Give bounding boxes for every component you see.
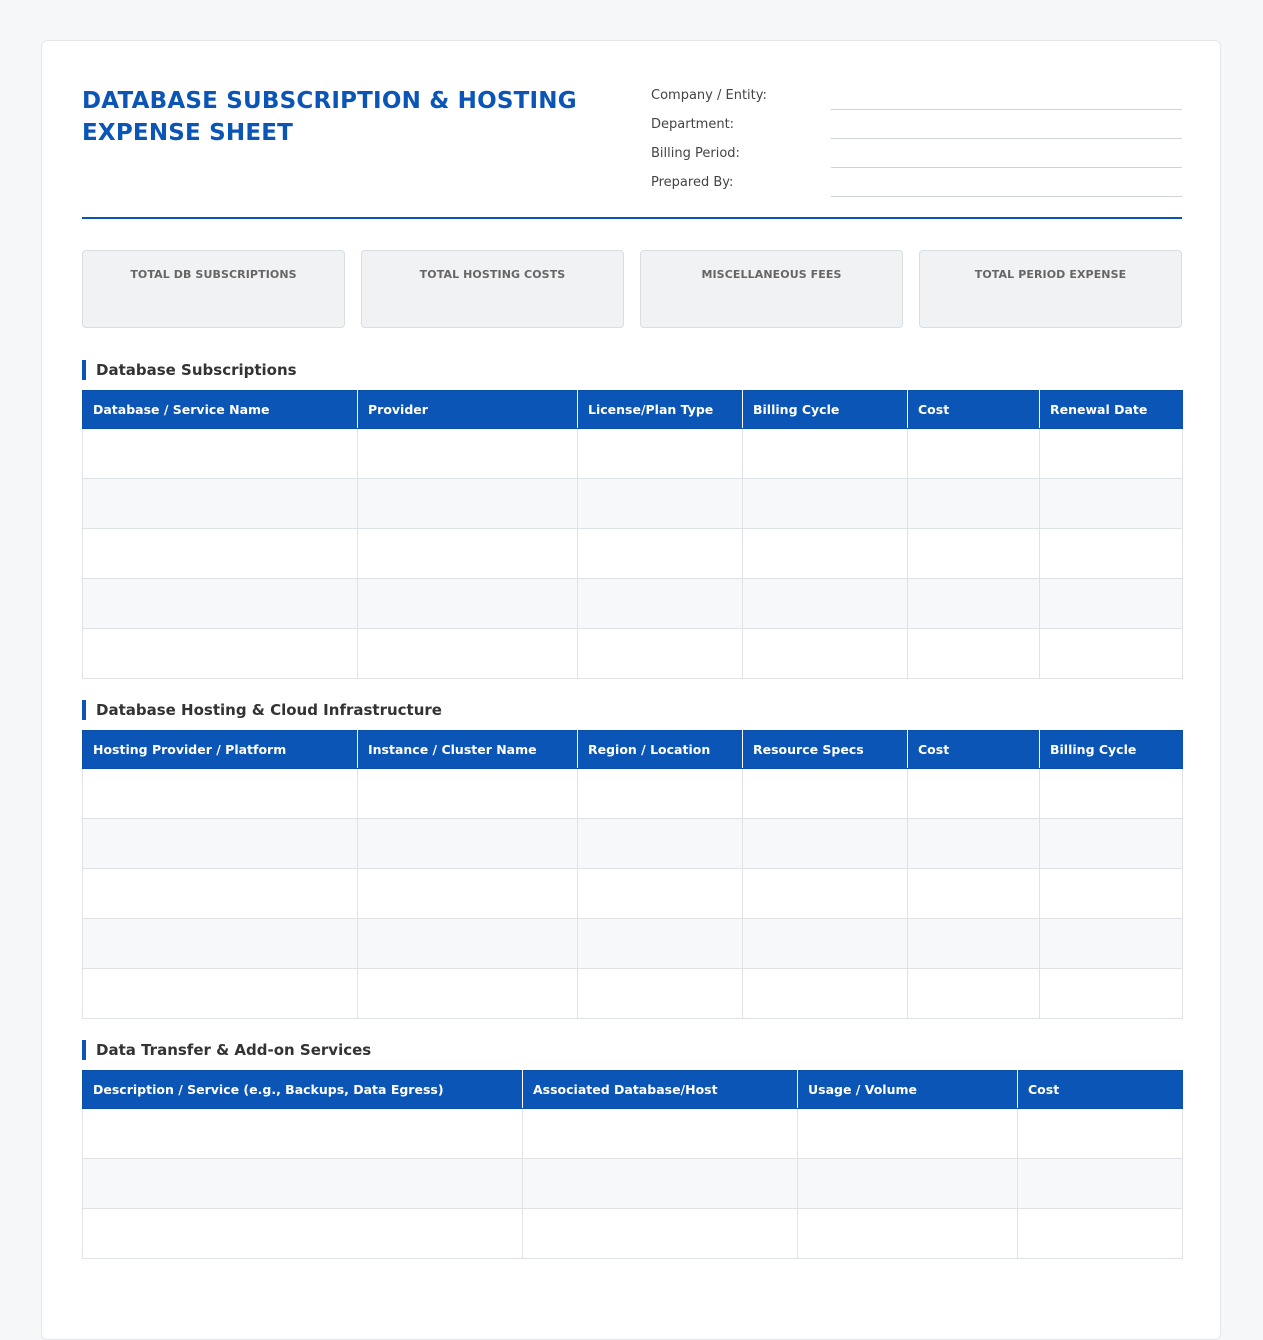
table-header-row xyxy=(83,391,1183,429)
table-row xyxy=(83,969,1183,1019)
table-cell[interactable] xyxy=(1018,1209,1183,1259)
table-cell[interactable] xyxy=(578,819,743,869)
table-row xyxy=(83,1109,1183,1159)
column-header: Cost xyxy=(908,731,1040,769)
table-cell[interactable] xyxy=(1040,819,1183,869)
table-header-row xyxy=(83,1071,1183,1109)
meta-label: Company / Entity: xyxy=(651,88,767,103)
table-cell[interactable] xyxy=(1040,529,1183,579)
sheet-title: DATABASE SUBSCRIPTION & HOSTING EXPENSE SHEET xyxy=(82,88,577,146)
table-cell[interactable] xyxy=(358,579,578,629)
table-cell[interactable] xyxy=(1040,919,1183,969)
table-row xyxy=(83,479,1183,529)
table-cell[interactable] xyxy=(83,429,358,479)
summary-miscellaneous-fees[interactable] xyxy=(640,250,903,328)
table-row xyxy=(83,579,1183,629)
table-header-row xyxy=(83,731,1183,769)
column-header: Instance / Cluster Name xyxy=(358,731,578,769)
table-cell[interactable] xyxy=(743,919,908,969)
meta-row-department xyxy=(651,114,1182,143)
table-cell[interactable] xyxy=(1040,869,1183,919)
table-cell[interactable] xyxy=(908,529,1040,579)
table-cell[interactable] xyxy=(1040,579,1183,629)
table-row xyxy=(83,429,1183,479)
table-cell[interactable] xyxy=(358,969,578,1019)
table-cell[interactable] xyxy=(743,529,908,579)
table-cell[interactable] xyxy=(578,529,743,579)
table-row xyxy=(83,529,1183,579)
table-cell[interactable] xyxy=(908,969,1040,1019)
column-header: Cost xyxy=(908,391,1040,429)
section-title-hosting: Database Hosting & Cloud Infrastructure xyxy=(82,700,442,720)
table-row xyxy=(83,919,1183,969)
table-cell[interactable] xyxy=(1018,1159,1183,1209)
table-cell[interactable] xyxy=(358,919,578,969)
table-cell[interactable] xyxy=(908,769,1040,819)
table-cell[interactable] xyxy=(358,429,578,479)
table-cell[interactable] xyxy=(798,1209,1018,1259)
column-header: Associated Database/Host xyxy=(523,1071,798,1109)
table-cell[interactable] xyxy=(83,1109,523,1159)
table-row xyxy=(83,769,1183,819)
column-header: Region / Location xyxy=(578,731,743,769)
table-cell[interactable] xyxy=(83,819,358,869)
meta-label: Prepared By: xyxy=(651,175,734,190)
table-cell[interactable] xyxy=(743,969,908,1019)
meta-row-company xyxy=(651,85,1182,114)
table-cell[interactable] xyxy=(743,579,908,629)
table-row xyxy=(83,1159,1183,1209)
table-cell[interactable] xyxy=(908,919,1040,969)
column-header: Billing Cycle xyxy=(743,391,908,429)
table-cell[interactable] xyxy=(1040,429,1183,479)
table-row xyxy=(83,819,1183,869)
summary-label: TOTAL DB SUBSCRIPTIONS xyxy=(130,268,297,281)
table-cell[interactable] xyxy=(83,529,358,579)
column-header: Description / Service (e.g., Backups, Data Egress) xyxy=(83,1071,523,1109)
meta-label: Billing Period: xyxy=(651,146,740,161)
table-cell[interactable] xyxy=(83,1209,523,1259)
column-header: Billing Cycle xyxy=(1040,731,1183,769)
table-cell[interactable] xyxy=(1040,769,1183,819)
table-cell[interactable] xyxy=(523,1159,798,1209)
table-cell[interactable] xyxy=(908,479,1040,529)
table-cell[interactable] xyxy=(358,819,578,869)
meta-label: Department: xyxy=(651,117,735,132)
data-transfer-table xyxy=(82,1070,1183,1259)
table-cell[interactable] xyxy=(908,869,1040,919)
meta-row-billing-period xyxy=(651,143,1182,172)
table-cell[interactable] xyxy=(578,429,743,479)
section-title-data-transfer: Data Transfer & Add-on Services xyxy=(82,1040,371,1060)
column-header: Usage / Volume xyxy=(798,1071,1018,1109)
summary-boxes xyxy=(82,250,1182,329)
column-header: Resource Specs xyxy=(743,731,908,769)
table-cell[interactable] xyxy=(83,629,358,679)
table-cell[interactable] xyxy=(743,769,908,819)
table-cell[interactable] xyxy=(578,869,743,919)
table-cell[interactable] xyxy=(578,579,743,629)
department-field[interactable] xyxy=(831,138,1182,139)
table-cell[interactable] xyxy=(358,869,578,919)
table-cell[interactable] xyxy=(83,579,358,629)
table-cell[interactable] xyxy=(798,1159,1018,1209)
summary-label: MISCELLANEOUS FEES xyxy=(701,268,842,281)
table-cell[interactable] xyxy=(523,1209,798,1259)
table-cell[interactable] xyxy=(83,1159,523,1209)
table-cell[interactable] xyxy=(83,919,358,969)
table-row xyxy=(83,1209,1183,1259)
table-cell[interactable] xyxy=(83,869,358,919)
table-cell[interactable] xyxy=(908,429,1040,479)
column-header: Database / Service Name xyxy=(83,391,358,429)
table-cell[interactable] xyxy=(578,479,743,529)
summary-label: TOTAL PERIOD EXPENSE xyxy=(974,268,1127,281)
table-cell[interactable] xyxy=(743,869,908,919)
table-cell[interactable] xyxy=(578,629,743,679)
table-cell[interactable] xyxy=(908,629,1040,679)
table-cell[interactable] xyxy=(578,769,743,819)
section-title-subscriptions: Database Subscriptions xyxy=(82,360,297,380)
expense-sheet xyxy=(41,40,1221,1340)
table-cell[interactable] xyxy=(358,529,578,579)
summary-total-db-subscriptions[interactable] xyxy=(82,250,345,328)
table-cell[interactable] xyxy=(908,579,1040,629)
table-cell[interactable] xyxy=(578,969,743,1019)
summary-total-hosting-costs[interactable] xyxy=(361,250,624,328)
hosting-table xyxy=(82,730,1183,1019)
column-header: Cost xyxy=(1018,1071,1183,1109)
table-cell[interactable] xyxy=(743,629,908,679)
table-cell[interactable] xyxy=(83,769,358,819)
table-cell[interactable] xyxy=(743,819,908,869)
table-cell[interactable] xyxy=(1018,1109,1183,1159)
billing-period-field[interactable] xyxy=(831,167,1182,168)
sheet-header xyxy=(82,85,1182,219)
table-row xyxy=(83,629,1183,679)
summary-total-period-expense[interactable] xyxy=(919,250,1182,328)
column-header: Provider xyxy=(358,391,578,429)
table-cell[interactable] xyxy=(798,1109,1018,1159)
table-row xyxy=(83,869,1183,919)
header-divider xyxy=(82,217,1182,219)
table-cell[interactable] xyxy=(358,479,578,529)
column-header: Hosting Provider / Platform xyxy=(83,731,358,769)
prepared-by-field[interactable] xyxy=(831,196,1182,197)
column-header: Renewal Date xyxy=(1040,391,1183,429)
summary-label: TOTAL HOSTING COSTS xyxy=(419,268,566,281)
table-cell[interactable] xyxy=(523,1109,798,1159)
table-cell[interactable] xyxy=(743,429,908,479)
column-header: License/Plan Type xyxy=(578,391,743,429)
table-cell[interactable] xyxy=(83,969,358,1019)
meta-row-prepared-by xyxy=(651,172,1182,201)
table-cell[interactable] xyxy=(578,919,743,969)
table-cell[interactable] xyxy=(908,819,1040,869)
table-cell[interactable] xyxy=(1040,969,1183,1019)
table-cell[interactable] xyxy=(83,479,358,529)
table-cell[interactable] xyxy=(1040,629,1183,679)
meta-fields xyxy=(651,85,1182,201)
table-cell[interactable] xyxy=(743,479,908,529)
company-field[interactable] xyxy=(831,109,1182,110)
table-cell[interactable] xyxy=(1040,479,1183,529)
table-cell[interactable] xyxy=(358,629,578,679)
subscriptions-table xyxy=(82,390,1183,679)
table-cell[interactable] xyxy=(358,769,578,819)
